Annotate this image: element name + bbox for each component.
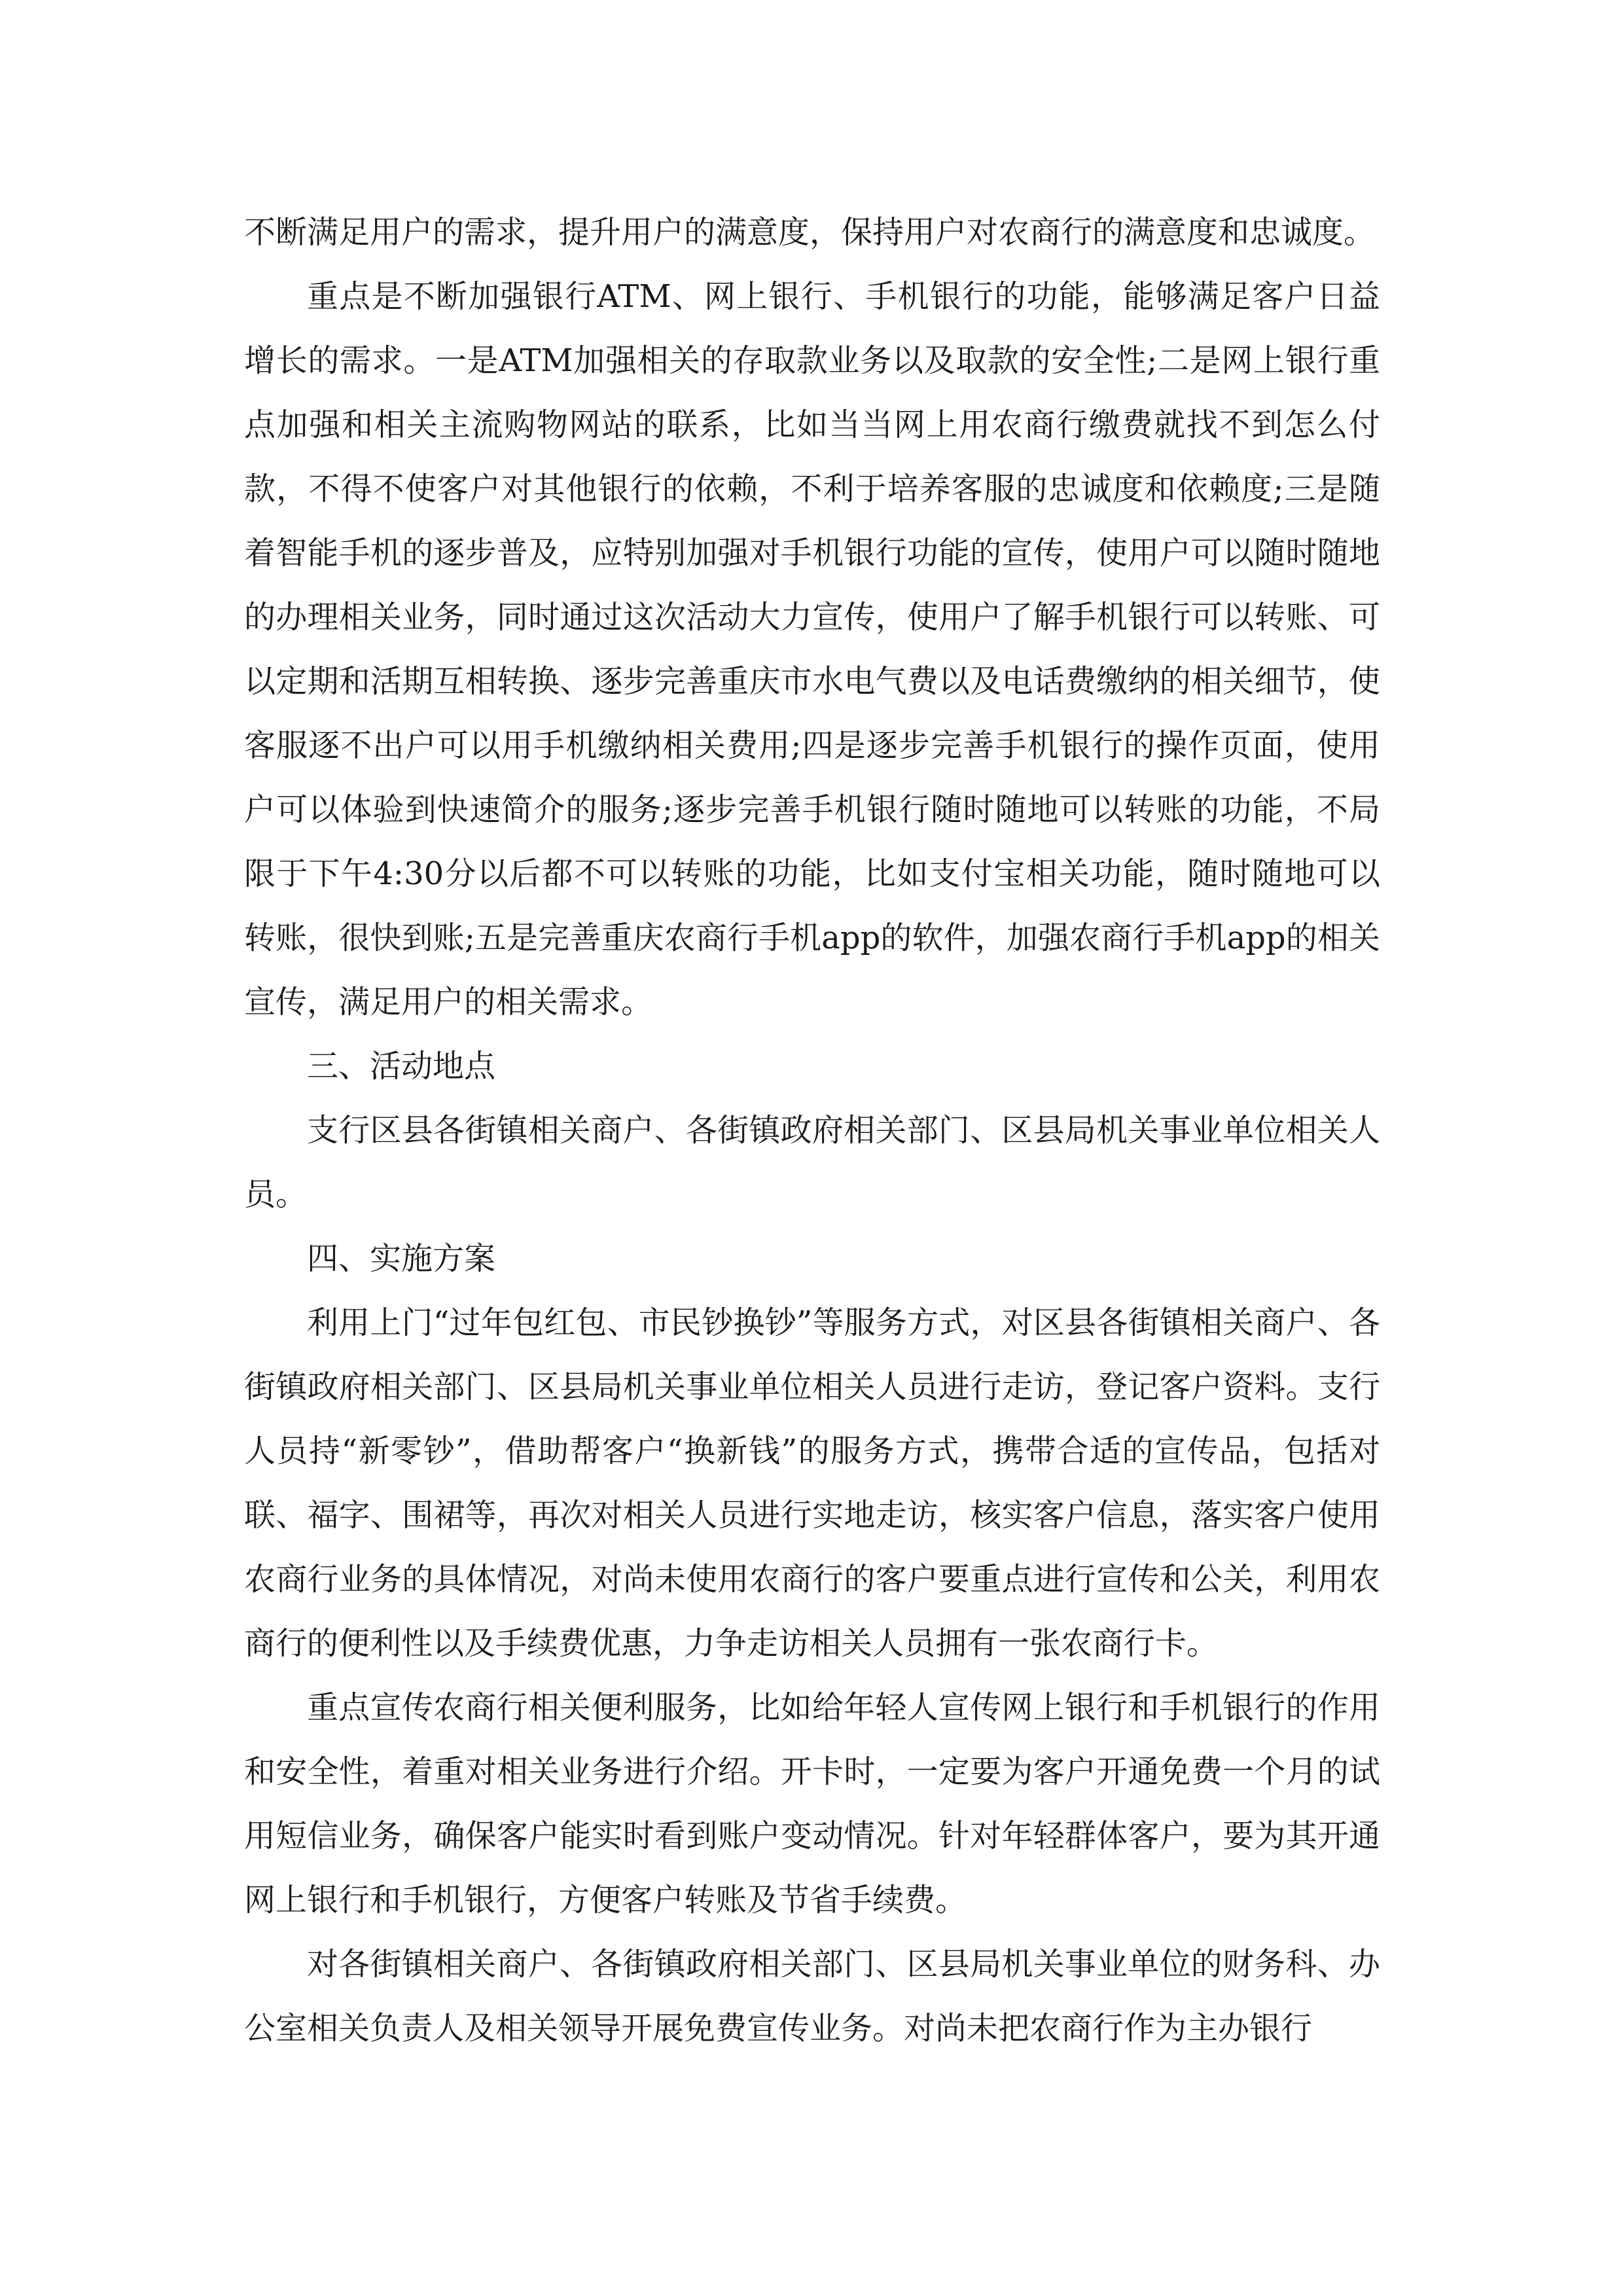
paragraph-free-promotion: 对各街镇相关商户、各街镇政府相关部门、区县局机关事业单位的财务科、办公室相关负责人及相关领导开展免费宣传业务。对尚未把农商行作为主办银行 <box>244 1946 1380 2047</box>
paragraph-key-functions: 重点是不断加强银行ATM、网上银行、手机银行的功能，能够满足客户日益增长的需求。一是ATM加强相关的存取款业务以及取款的安全性;二是网上银行重点加强和相关主流购物网站的联系，比如当当网上用农商行缴费就找不到怎么付款，不得不使客户对其他银行的依赖，不利于培养客服的忠诚度和依赖度;三是随着智能手机的逐步普及，应特别加强对手机银行功能的宣传，使用户可以随时随地的办理相关业务，同时通过这次活动大力宣传，使用户了解手机银行可以转账、可以定期和活期互相转换、逐步完善重庆市水电气费以及电话费缴纳的相关细节，使客服逐不出户可以用手机缴纳相关费用;四是逐步完善手机银行的操作页面，使用户可以体验到快速简介的服务;逐步完善手机银行随时随地可以转账的功能，不局限于下午4:30分以后都不可以转账的功能，比如支付宝相关功能，随时随地可以转账，很快到账;五是完善重庆农商行手机app的软件，加强农商行手机app的相关宣传，满足用户的相关需求。 <box>244 278 1380 1020</box>
paragraph-promotion: 重点宣传农商行相关便利服务，比如给年轻人宣传网上银行和手机银行的作用和安全性，着重对相关业务进行介绍。开卡时，一定要为客户开通免费一个月的试用短信业务，确保客户能实时看到账户变动情况。针对年轻群体客户，要为其开通网上银行和手机银行，方便客户转账及节省手续费。 <box>244 1689 1380 1918</box>
paragraph-activity-location: 支行区县各街镇相关商户、各街镇政府相关部门、区县局机关事业单位相关人员。 <box>244 1112 1380 1213</box>
document-body <box>244 200 1380 2060</box>
paragraph-visit-plan: 利用上门“过年包红包、市民钞换钞”等服务方式，对区县各街镇相关商户、各街镇政府相关部门、区县局机关事业单位相关人员进行走访，登记客户资料。支行人员持“新零钞”，借助帮客户“换新钱”的服务方式，携带合适的宣传品，包括对联、福字、围裙等，再次对相关人员进行实地走访，核实客户信息，落实客户使用农商行业务的具体情况，对尚未使用农商行的客户要重点进行宣传和公关，利用农商行的便利性以及手续费优惠，力争走访相关人员拥有一张农商行卡。 <box>244 1304 1380 1662</box>
section-heading-activity-location: 三、活动地点 <box>307 1048 496 1085</box>
paragraph-continuation: 不断满足用户的需求，提升用户的满意度，保持用户对农商行的满意度和忠诚度。 <box>244 214 1376 251</box>
section-heading-implementation-plan: 四、实施方案 <box>307 1240 496 1277</box>
